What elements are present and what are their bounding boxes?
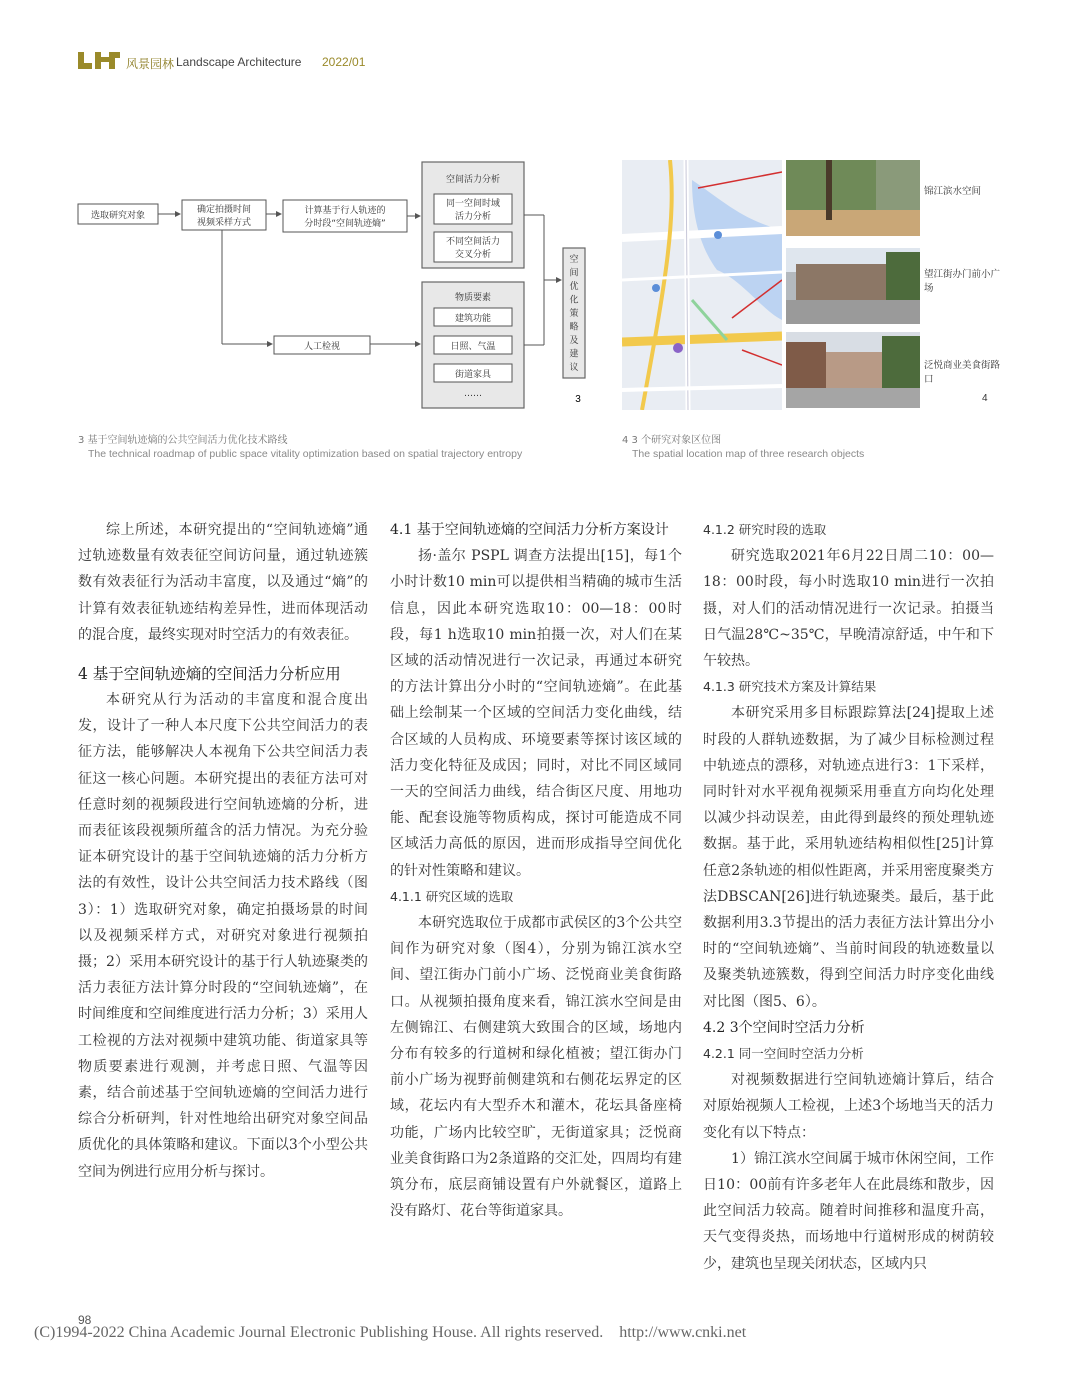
strategy-char: 优	[569, 282, 579, 292]
node-ellipsis: ……	[464, 389, 482, 399]
strategy-char: 间	[569, 268, 579, 279]
strategy-char: 议	[569, 363, 579, 373]
heading-4-2: 4.2 3个空间时空活力分析	[703, 1019, 865, 1036]
heading-4-2-1: 4.2.1 同一空间时空活力分析	[703, 1046, 864, 1062]
section-heading-4: 4 基于空间轨迹熵的空间活力分析应用	[78, 665, 341, 684]
group-vitality-title: 空间活力分析	[445, 175, 501, 185]
node-furniture-label: 街道家具	[454, 370, 492, 380]
strategy-char: 空	[569, 255, 579, 265]
group-physical-title: 物质要素	[454, 293, 492, 303]
node-calc-entropy-line2: 分时段“空间轨迹熵”	[304, 219, 386, 229]
strategy-char: 化	[569, 295, 579, 306]
node-select-object-label: 选取研究对象	[90, 211, 146, 221]
fig4-number: 4	[982, 393, 988, 404]
paragraph: 对视频数据进行空间轨迹熵计算后，结合对原始视频人工检视，上述3个场地当天的活力变化有以下特点：	[703, 1072, 994, 1141]
paragraph: 本研究采用多目标跟踪算法[24]提取上述时段的人群轨迹数据，为了减少目标检测过程中轨迹点的漂移，对轨迹点进行3：1下采样，同时针对水平视角视频采用垂直方向均化处理以减少抖动误差，由此得到最终的预处理轨迹数据。基于此，采用轨迹结构相似性[25]计算任意2条轨迹的相似性距离，并采用密度聚类方法DBSCAN[26]进行轨迹聚类。最后，基于此数据利用3.3节提出的活力表征方法计算出分小时的“空间轨迹熵”、当前时间段的轨迹数量以及聚类轨迹簇数，得到空间活力时序变化曲线对比图（图5、6）。	[703, 705, 994, 1010]
paragraph: 研究选取2021年6月22日周二10：00—18：00时段，每小时选取10 min进行一次拍摄，对人们的活动情况进行一次记录。拍摄当日气温28℃~35℃，早晚清凉舒适，中午和下午较热。	[703, 548, 994, 670]
body-column-1	[78, 517, 368, 1185]
body-column-2	[390, 517, 682, 1224]
fig4-map	[622, 160, 782, 410]
paragraph: 本研究选取位于成都市武侯区的3个公共空间作为研究对象（图4），分别为锦江滨水空间、望江街办门前小广场、泛悦商业美食街路口。从视频拍摄角度来看，锦江滨水空间是由左侧锦江、右侧建筑大致围合的区域，场地内分布有较多的行道树和绿化植被；望江街办门前小广场为视野前侧建筑和右侧花坛界定的区域，花坛内有大型乔木和灌木，花坛具备座椅功能，广场内比较空旷，无街道家具；泛悦商业美食街路口为2条道路的交汇处，四周均有建筑分布，底层商铺设置有户外就餐区，道路上没有路灯、花台等街道家具。	[390, 915, 682, 1220]
photo-wangjiang-square	[786, 248, 920, 324]
node-shoot-time-line2: 视频采样方式	[196, 218, 252, 228]
paragraph: 本研究从行为活动的丰富度和混合度出发，设计了一种人本尺度下公共空间活力的表征方法，能够解决人本视角下公共空间活力表征这一核心问题。本研究提出的表征方法可对任意时刻的视频段进行空间轨迹熵的分析，进而表征该段视频所蕴含的活力情况。为充分验证本研究设计的基于空间轨迹熵的活力分析方法的有效性，设计公共空间活力技术路线（图3）：1）选取研究对象，确定拍摄场景的时间以及视频采样方式，对研究对象进行视频拍摄；2）采用本研究设计的基于行人轨迹聚类的活力表征方法计算分时段的“空间轨迹熵”，在时间维度和空间维度进行活力分析；3）采用人工检视的方法对视频中建筑功能、街道家具等物质要素进行观测，并考虑日照、气温等因素，结合前述基于空间轨迹熵的空间活力进行综合分析研判，针对性地给出研究对象空间品质优化的具体策略和建议。下面以3个小型公共空间为例进行应用分析与探讨。	[78, 692, 368, 1180]
node-manual-label: 人工检视	[303, 342, 341, 352]
strategy-char: 及	[569, 336, 579, 346]
paragraph: 扬·盖尔 PSPL 调查方法提出[15]，每1个小时计数10 min可以提供相当精确的城市生活信息，因此本研究选取10：00—18：00时段，每1 h选取10 min拍摄一次，对人们在某区域的活动情况进行一次记录，再通过本研究的方法计算出分小时的“空间轨迹熵”。在此基础上绘制某一个区域的空间活力变化曲线，结合区域的人员构成、环境要素等探讨该区域的活力变化特征及成因；同时，对比不同区域同一天的空间活力曲线，结合街区尺度、用地功能、配套设施等物质构成，探讨可能造成不同区域活力高低的原因，进而形成指导空间优化的针对性策略和建议。	[390, 548, 682, 879]
fig3-flowchart	[76, 158, 596, 410]
heading-4-1-1: 4.1.1 研究区域的选取	[390, 888, 514, 904]
heading-4-1: 4.1 基于空间轨迹熵的空间活力分析方案设计	[390, 522, 669, 538]
fig3-caption-cn: 3 基于空间轨迹熵的公共空间活力优化技术路线	[78, 435, 288, 446]
fig3-number: 3	[575, 394, 581, 405]
photo-label-jinjiang: 锦江滨水空间	[924, 186, 982, 197]
paragraph: 综上所述，本研究提出的“空间轨迹熵”通过轨迹数量有效表征空间访问量，通过轨迹簇数有效表征行为活动丰富度，以及通过“熵”的计算有效表征轨迹结构差异性，进而体现活动的混合度，最终实现对时空活力的有效表征。	[78, 522, 368, 643]
photo-fanyue-food-street	[786, 332, 920, 408]
copyright-line: (C)1994-2022 China Academic Journal Electronic Publishing House. All rights reserved. http://www.cnki.net	[34, 1324, 747, 1341]
strategy-char: 建	[569, 349, 579, 360]
body-column-3	[703, 517, 994, 1277]
heading-4-1-2: 4.1.2 研究时段的选取	[703, 522, 827, 537]
node-same-space-line2: 活力分析	[454, 212, 492, 222]
node-diff-space-line2: 交叉分析	[454, 250, 492, 260]
journal-name-en: Landscape Architecture	[176, 55, 302, 69]
strategy-char: 策	[569, 309, 579, 319]
node-shoot-time-line1: 确定拍摄时间	[196, 205, 252, 215]
photo-label-fanyue: 泛悦商业美食街路口	[924, 360, 1001, 385]
node-calc-entropy-line1: 计算基于行人轨迹的	[304, 206, 386, 216]
fig4-caption-en: The spatial location map of three research objects	[632, 448, 865, 460]
node-diff-space-line1: 不同空间活力	[445, 237, 501, 247]
fig4-caption-cn: 4 3 个研究对象区位图	[622, 435, 722, 446]
strategy-char: 略	[569, 322, 579, 333]
node-sunlight-label: 日照、气温	[450, 342, 496, 352]
journal-logo	[78, 52, 120, 69]
photo-jinjiang-waterfront	[786, 160, 920, 236]
journal-name-cn: 风景园林	[126, 57, 175, 71]
page-number: 98	[78, 1313, 92, 1327]
paragraph: 1）锦江滨水空间属于城市休闲空间，工作日10：00前有许多老年人在此晨练和散步，因此空间活力较高。随着时间推移和温度升高，天气变得炎热，而场地中行道树形成的树荫较少，建筑也呈现关闭状态，区域内只	[703, 1150, 994, 1272]
heading-4-1-3: 4.1.3 研究技术方案及计算结果	[703, 679, 877, 695]
node-building-label: 建筑功能	[454, 314, 492, 324]
node-same-space-line1: 同一空间时域	[445, 199, 501, 209]
photo-label-wangjiang: 望江街办门前小广场	[924, 269, 1001, 294]
journal-issue: 2022/01	[322, 55, 366, 69]
node-strategy-text	[569, 253, 578, 373]
fig3-caption-en: The technical roadmap of public space vitality optimization based on spatial trajectory entropy	[88, 448, 523, 460]
